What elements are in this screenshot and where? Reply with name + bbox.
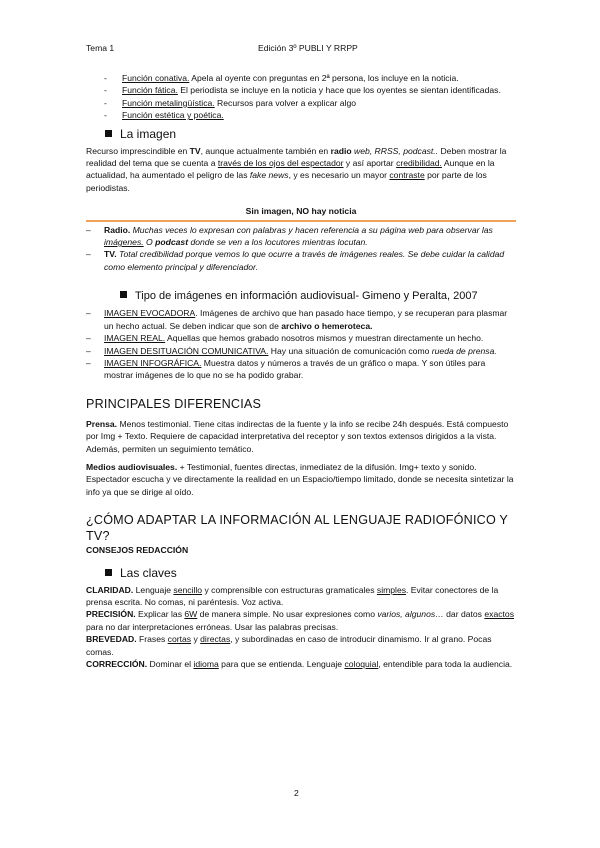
section-heading-tipos	[120, 289, 516, 304]
paragraph-prensa: Prensa. Menos testimonial. Tiene citas indirectas de la fuente y la info se recibe 24h después. Está compuesto por Img + Texto. Requiere de capacidad interpretativa del receptor y son textos extensos dirigidos a la vista. Además, permiten un seguimiento temático.	[86, 418, 509, 454]
banner-sin-imagen: Sin imagen, NO hay noticia	[245, 206, 357, 217]
heading-diferencias: PRINCIPALES DIFERENCIAS	[86, 396, 262, 411]
paragraph-correccion: CORRECCIÓN. Dominar el idioma para que se entienda. Lenguaje coloquial, entendible para toda la audiencia.	[86, 659, 513, 669]
square-bullet-icon	[105, 130, 112, 137]
list-item-evocadora: – IMAGEN EVOCADORA. Imágenes de archivo que han pasado hace tiempo, y se recuperan para plasmar un hecho actual. Se deben indicar que son de archivo o hemeroteca.	[86, 308, 508, 331]
paragraph-brevedad: BREVEDAD. Frases cortas y directas, y subordinadas en caso de introducir dinamismo. Ir al grano. Pocas comas.	[86, 634, 492, 657]
square-bullet-icon	[120, 291, 127, 298]
list-item: - Función conativa. Apela al oyente con preguntas en 2ª persona, los incluye en la noticia.	[104, 73, 459, 83]
function-link: Función conativa.	[122, 73, 190, 83]
list-item-real: – IMAGEN REAL. Aquellas que hemos grabado nosotros mismos y muestran directamente un hecho.	[86, 333, 484, 344]
subheading-consejos: CONSEJOS REDACCIÓN	[86, 545, 189, 556]
section-heading-imagen	[105, 126, 516, 142]
function-link: Función estética y poética.	[122, 110, 224, 121]
function-text: Recursos para volver a explicar algo	[214, 97, 357, 108]
function-link: Función fática.	[122, 85, 178, 96]
function-text: El periodista se incluye en la noticia y hace que los oyentes se sientan identificadas.	[177, 85, 501, 96]
heading-text: Las claves	[120, 565, 177, 580]
square-bullet-icon	[105, 569, 112, 576]
header-center: Edición 3º PUBLI Y RRPP	[258, 43, 358, 53]
section-heading-claves	[105, 565, 516, 581]
list-item-radio: – Radio. Muchas veces lo expresan con palabras y hacen referencia a su página web para observar las imágenes. O podcast donde se ven a los locutores mientras locutan.	[86, 224, 493, 248]
imagen-paragraph: Recurso imprescindible en TV, aunque actualmente también en radio web, RRSS, podcast.. Deben mostrar la realidad del tema que se cuenta a través de los ojos del espectador y así aportar credibilidad. Aunque en la actualidad, ha aumentado el peligro de las fake news, y es necesario un mayor contraste por parte de los periodistas.	[86, 145, 507, 193]
page-content	[86, 72, 516, 670]
paragraph-medios: Medios audiovisuales. + Testimonial, fuentes directas, inmediatez de la difusión. Img+ texto y sonido. Espectador escucha y ve directamente la realidad en un Espacio/tiempo limitado, donde se necesita sintetizar la info ya que se dirige al oído.	[86, 461, 514, 497]
function-text: Apela al oyente con preguntas en 2ª persona, los incluye en la noticia.	[189, 73, 459, 83]
paragraph-precision: PRECISIÓN. Explicar las 6W de manera simple. No usar expresiones como varios, algunos… dar datos exactos para no dar interpretaciones erróneas. Usar las palabras precisas.	[86, 609, 514, 632]
list-item: - Función estética y poética.	[104, 110, 224, 121]
orange-divider	[86, 220, 516, 222]
list-item: - Función fática. El periodista se incluye en la noticia y hace que los oyentes se sientan identificadas.	[104, 85, 501, 96]
function-link: Función metalingüística.	[122, 97, 215, 108]
header-left: Tema 1	[86, 43, 115, 53]
page-number: 2	[294, 788, 299, 798]
list-item: - Función metalingüística. Recursos para volver a explicar algo	[104, 97, 357, 108]
heading-adaptar: ¿CÓMO ADAPTAR LA INFORMACIÓN AL LENGUAJE RADIOFÓNICO Y TV?	[86, 513, 508, 544]
list-item-infografica: – IMAGEN INFOGRÁFICA. Muestra datos y números a través de un gráfico o mapa. Y son útiles para mostrar imágenes de lo que no se ha podido grabar.	[86, 357, 486, 381]
list-item-tv: – TV. Total credibilidad porque vemos lo que ocurre a través de imágenes reales. Se debe cuidar la calidad como elemento principal y diferenciador.	[86, 249, 505, 272]
heading-text: La imagen	[120, 126, 177, 141]
list-item-situacion: – IMAGEN DESITUACIÓN COMUNICATIVA. Hay una situación de comunicación como rueda de prensa.	[86, 345, 497, 356]
heading-text: Tipo de imágenes en información audiovisual- Gimeno y Peralta, 2007	[135, 290, 478, 303]
paragraph-claridad: CLARIDAD. Lenguaje sencillo y comprensible con estructuras gramaticales simples. Evitar conectores de la prensa escrita. No comas, ni paréntesis. Voz activa.	[86, 584, 499, 607]
